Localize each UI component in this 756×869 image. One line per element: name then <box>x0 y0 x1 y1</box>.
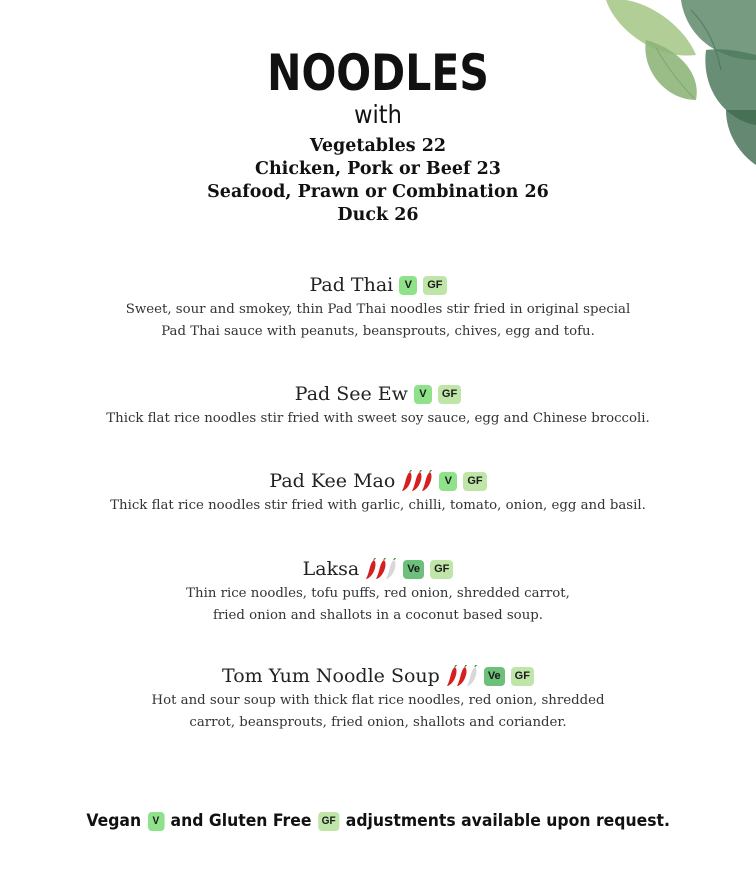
dish-description: Thick flat rice noodles stir fried with garlic, chilli, tomato, onion, egg and basil. <box>110 498 646 513</box>
footer-gluten-free-text: and Gluten Free <box>170 811 312 831</box>
dish-description: fried onion and shallots in a coconut based soup. <box>212 608 543 623</box>
vegetarian-badge: V <box>147 812 164 831</box>
dish-pad-thai <box>0 272 756 342</box>
dish-name: Pad See Ew <box>294 383 408 405</box>
chilli-icon <box>466 665 478 687</box>
vegetarian-badge: V <box>414 385 432 404</box>
vegan-badge: Ve <box>484 667 505 686</box>
dish-laksa <box>0 556 756 626</box>
dish-name: Laksa <box>302 558 360 580</box>
dish-description: Thin rice noodles, tofu puffs, red onion, shredded carrot, <box>186 586 570 601</box>
footer-adjustments-text: adjustments available upon request. <box>345 811 670 831</box>
spice-rating <box>446 665 476 687</box>
chilli-icon <box>385 558 397 580</box>
dish-name: Pad Kee Mao <box>269 470 396 492</box>
dietary-note <box>0 811 756 831</box>
vegetarian-badge: V <box>439 472 457 491</box>
spice-rating <box>401 470 431 492</box>
price-list <box>0 135 756 227</box>
chilli-icon <box>421 470 433 492</box>
dish-pad-see-ew <box>0 381 756 429</box>
dish-description: Sweet, sour and smokey, thin Pad Thai noodles stir fried in original special <box>125 302 631 317</box>
gluten-free-badge: GF <box>423 276 446 295</box>
dish-description: carrot, beansprouts, fried onion, shallots and coriander. <box>189 715 567 730</box>
price-line: Vegetables 22 <box>309 136 447 156</box>
with-label: with <box>354 100 402 129</box>
page-title: NOODLES <box>267 44 489 102</box>
price-line: Duck 26 <box>337 205 419 225</box>
spice-rating <box>365 558 395 580</box>
dish-description: Thick flat rice noodles stir fried with sweet soy sauce, egg and Chinese broccoli. <box>106 411 650 426</box>
gluten-free-badge: GF <box>463 472 486 491</box>
footer-vegan-text: Vegan <box>86 811 141 831</box>
price-line: Seafood, Prawn or Combination 26 <box>207 182 549 202</box>
gluten-free-badge: GF <box>430 560 453 579</box>
dish-pad-kee-mao <box>0 468 756 516</box>
dish-description: Hot and sour soup with thick flat rice noodles, red onion, shredded <box>151 693 605 708</box>
price-line: Chicken, Pork or Beef 23 <box>255 159 501 179</box>
dish-name: Pad Thai <box>309 274 394 296</box>
gluten-free-badge: GF <box>318 812 339 831</box>
gluten-free-badge: GF <box>438 385 461 404</box>
vegan-badge: Ve <box>403 560 424 579</box>
vegetarian-badge: V <box>399 276 417 295</box>
dish-name: Tom Yum Noodle Soup <box>222 665 440 687</box>
dish-description: Pad Thai sauce with peanuts, beansprouts, chives, egg and tofu. <box>161 324 595 339</box>
gluten-free-badge: GF <box>511 667 534 686</box>
dish-tom-yum-noodle-soup <box>0 663 756 733</box>
